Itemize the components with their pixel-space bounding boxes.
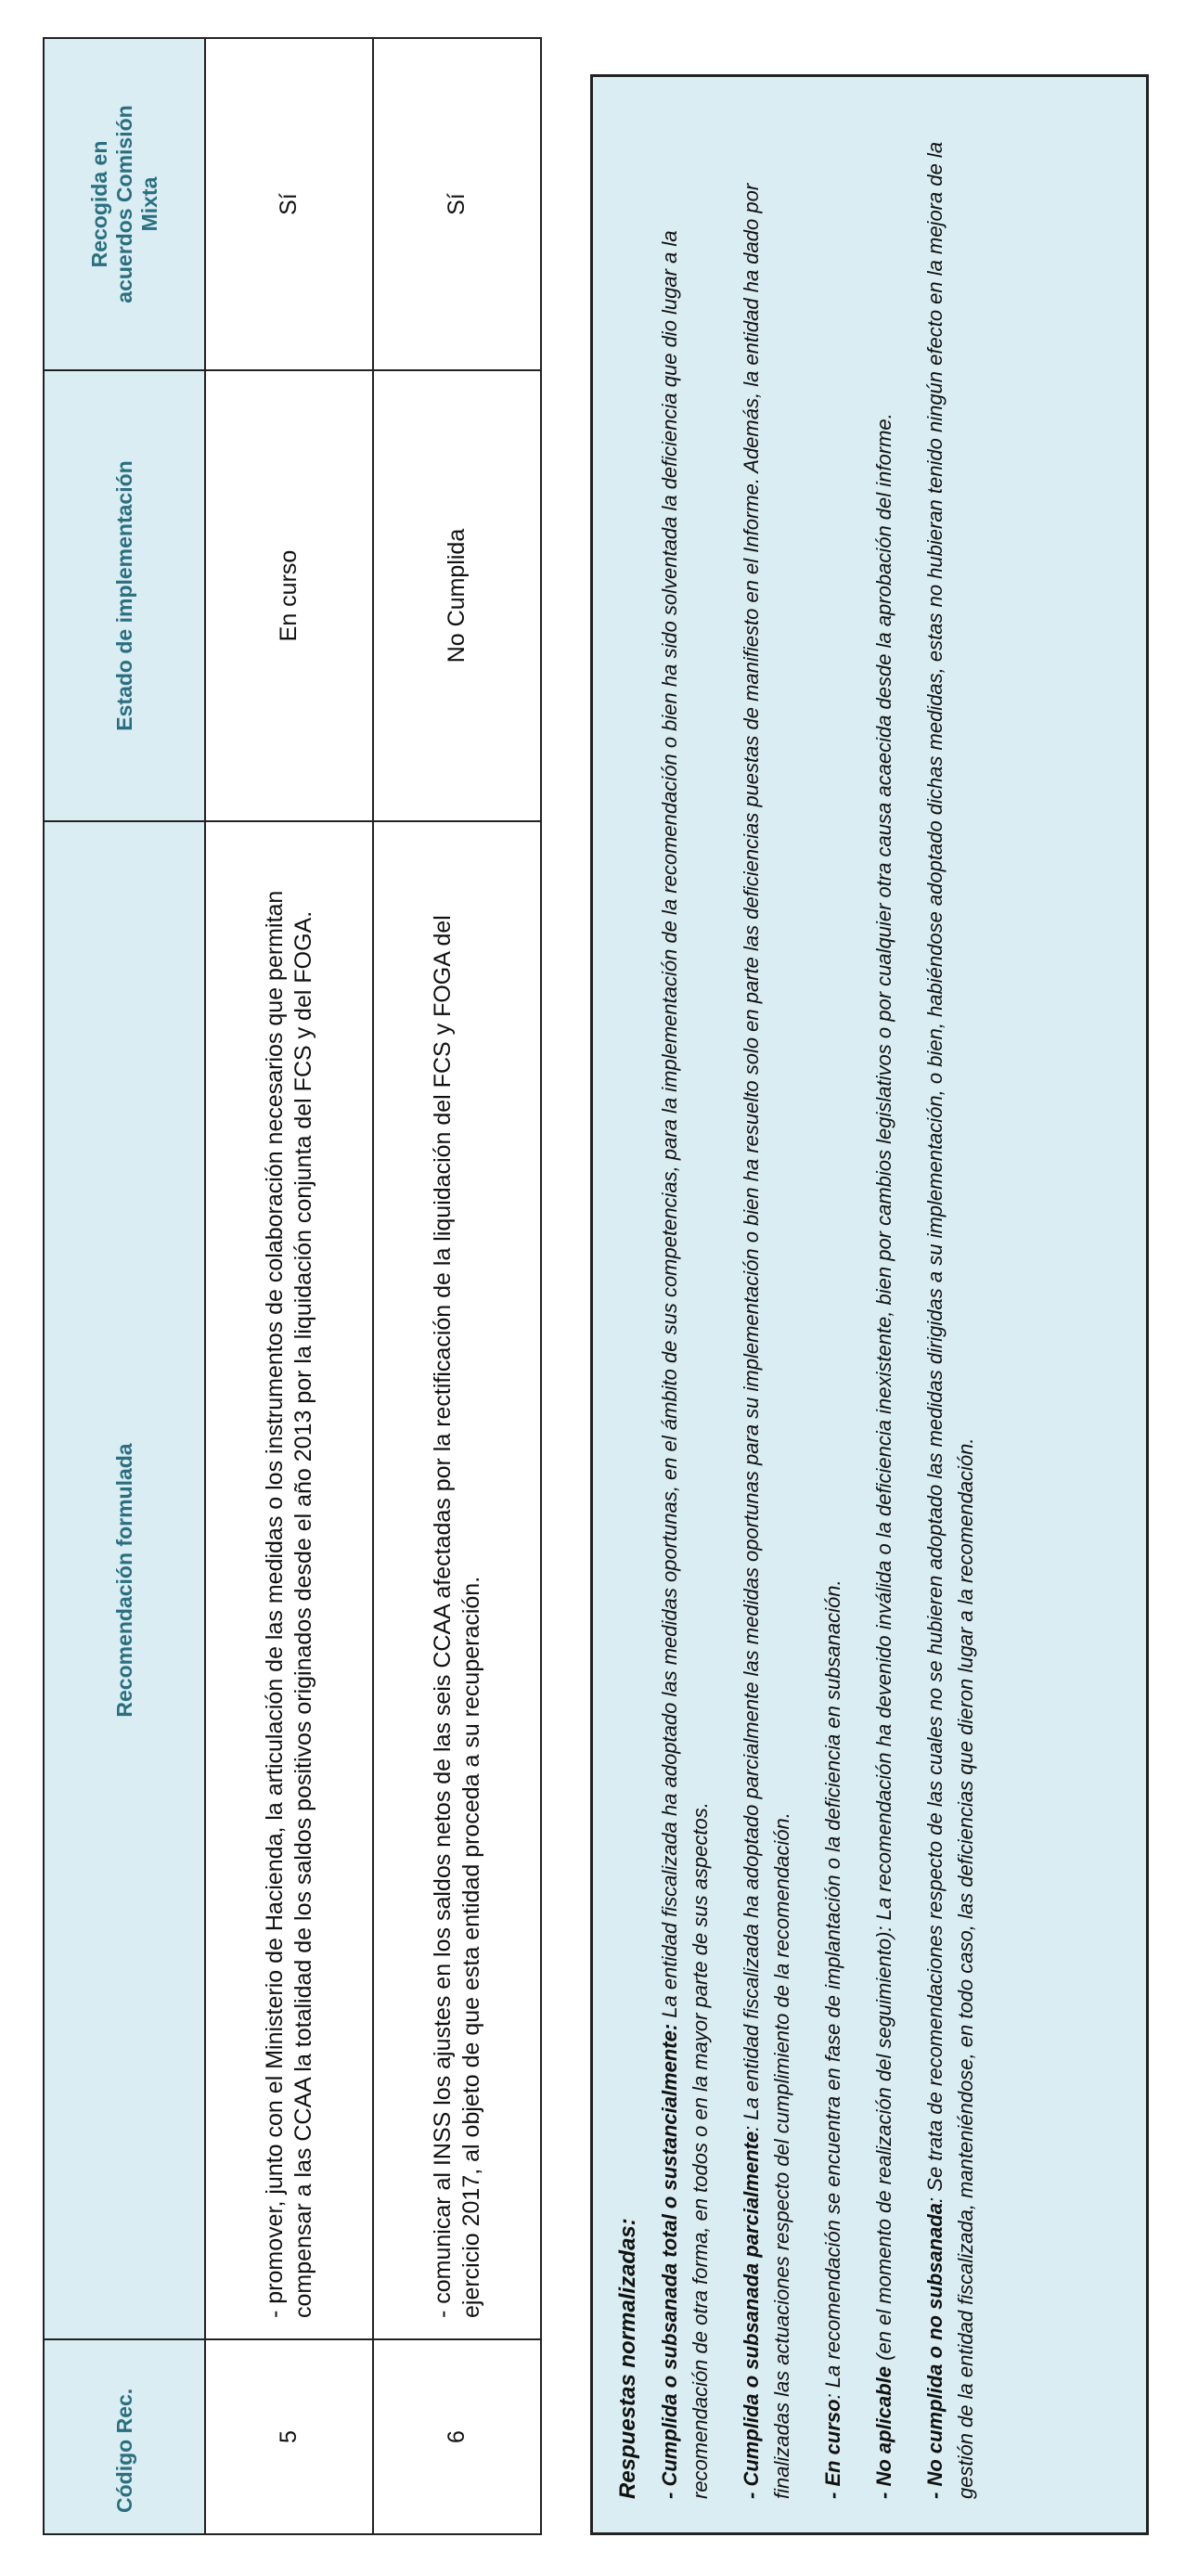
- row-mixed-commission: Sí: [373, 38, 541, 370]
- row-mixed-commission: Sí: [205, 38, 373, 370]
- header-code: Código Rec.: [44, 2339, 205, 2534]
- legend-item: [818, 110, 848, 2499]
- table-row: [205, 38, 373, 2534]
- header-mixed-commission: Recogida en acuerdos Comisión Mixta: [44, 38, 205, 370]
- header-recommendation: Recomendación formulada: [44, 821, 205, 2339]
- legend-text: (en el momento de realización del seguimiento): La recomendación ha devenido inválida o la deficiencia inexistente, bien por cambios legislativos o por cualquier otra causa acaecida desde la aprobación del informe.: [872, 413, 895, 2366]
- legend-item: [654, 110, 715, 2499]
- row-status: No Cumplida: [373, 370, 541, 821]
- legend-term: - Cumplida o subsanada parcialmente: [740, 2131, 763, 2499]
- header-status: Estado de implementación: [44, 370, 205, 821]
- legend-text: : La recomendación se encuentra en fase de implantación o la deficiencia en subsanación.: [821, 1579, 844, 2400]
- table-row: [373, 38, 541, 2534]
- recommendations-table: [43, 37, 542, 2535]
- table-header-row: [44, 38, 205, 2534]
- row-code: 6: [373, 2339, 541, 2534]
- legend-term: - Cumplida o subsanada total o sustancialmente:: [658, 2023, 681, 2499]
- legend-item: [920, 110, 981, 2499]
- row-recommendation: - comunicar al INSS los ajustes en los saldos netos de las seis CCAA afectadas por la rectificación de la liquidación del FCS y FOGA del ejercicio 2017, al objeto de que esta entidad proceda a su recuperación.: [373, 821, 541, 2339]
- normalized-responses-box: [590, 74, 1149, 2535]
- legend-term: - No cumplida o no subsanada: [923, 2202, 947, 2499]
- legend-item: [869, 110, 899, 2499]
- row-code: 5: [205, 2339, 373, 2534]
- legend-term: - En curso: [821, 2399, 844, 2499]
- legend-text: : Se trata de recomendaciones respecto de las cuales no se hubieren adoptado las medidas dirigidas a su implementación, o bien, habiéndose adoptado dichas medidas, estas no hubieran tenido ningún efecto en la mejora de la gestión de la entidad fiscalizada, manteniéndose, en todo caso, las deficiencias que dieron lugar a la recomendación.: [923, 141, 977, 2499]
- legend-term: - No aplicable: [872, 2365, 895, 2499]
- row-status: En curso: [205, 370, 373, 821]
- row-recommendation: - promover, junto con el Ministerio de Hacienda, la articulación de las medidas o los instrumentos de colaboración necesarios que permitan compensar a las CCAA la totalidad de los saldos positivos originados desde el año 2013 por la liquidación conjunta del FCS y del FOGA.: [205, 821, 373, 2339]
- legend-item: [736, 110, 797, 2499]
- legend-text: La entidad fiscalizada ha adoptado las medidas oportunas, en el ámbito de sus competencias, para la implementación de la recomendación o bien ha sido solventada la deficiencia que dio lugar a la recomendación de otra forma, en todos o en la mayor parte de sus aspectos.: [658, 230, 712, 2499]
- legend-text: : La entidad fiscalizada ha adoptado parcialmente las medidas oportunas para su implementación o bien ha resuelto solo en parte las deficiencias puestas de manifiesto en el Informe. Además, la entidad ha dado por finalizadas las actuaciones respecto del cumplimiento de la recomendación.: [740, 183, 793, 2499]
- legend-heading: Respuestas normalizadas:: [615, 2218, 640, 2499]
